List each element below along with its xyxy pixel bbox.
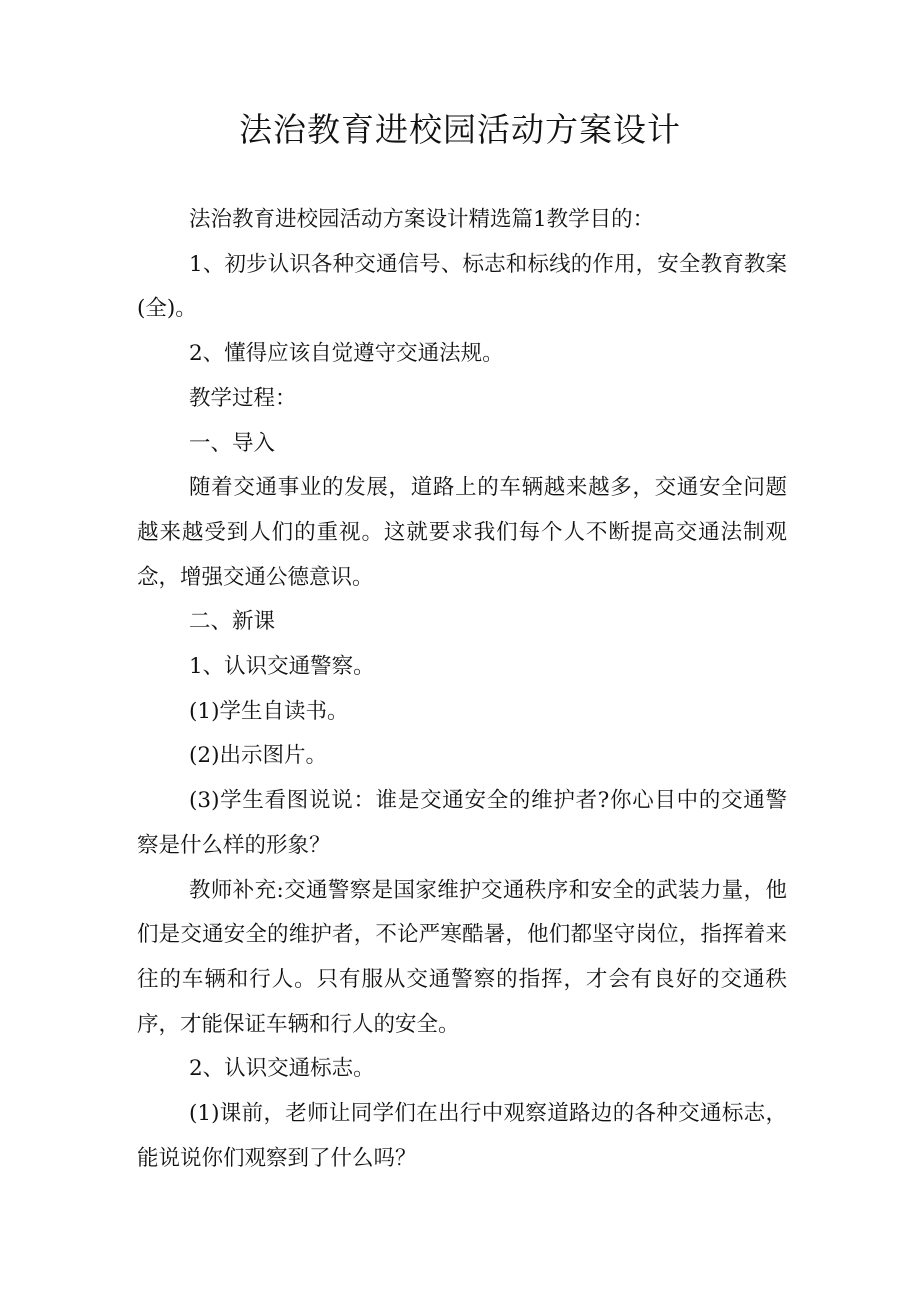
paragraph: 2、认识交通标志。 — [189, 1056, 375, 1082]
paragraph: 随着交通事业的发展，道路上的车辆越来越多，交通安全问题越来越受到人们的重视。这就要求我们每个人不断提高交通法制观念，增强交通公德意识。 — [137, 475, 787, 590]
paragraph: (2)出示图片。 — [189, 743, 327, 769]
paragraph: 法治教育进校园活动方案设计精选篇1教学目的： — [189, 207, 655, 232]
paragraph: 2、懂得应该自觉遵守交通法规。 — [189, 341, 504, 367]
paragraph: 一、导入 — [189, 430, 276, 456]
paragraph: (1)课前，老师让同学们在出行中观察道路边的各种交通标志，能说说你们观察到了什么吗？ — [137, 1101, 787, 1171]
document-title: 法治教育进校园活动方案设计 — [239, 110, 681, 149]
document-body — [137, 198, 787, 1181]
paragraph: 1、初步认识各种交通信号、标志和标线的作用，安全教育教案(全)。 — [137, 251, 787, 322]
paragraph: 1、认识交通警察。 — [189, 654, 375, 680]
paragraph: 教师补充:交通警察是国家维护交通秩序和安全的武装力量，他们是交通安全的维护者，不论严寒酷暑，他们都坚守岗位，指挥着来往的车辆和行人。只有服从交通警察的指挥，才会有良好的交通秩序，才能保证车辆和行人的安全。 — [137, 877, 787, 1037]
paragraph: (3)学生看图说说：谁是交通安全的维护者?你心目中的交通警察是什么样的形象？ — [137, 788, 787, 858]
paragraph: 二、新课 — [189, 609, 276, 635]
paragraph: (1)学生自读书。 — [189, 698, 349, 724]
paragraph: 教学过程： — [189, 385, 297, 411]
